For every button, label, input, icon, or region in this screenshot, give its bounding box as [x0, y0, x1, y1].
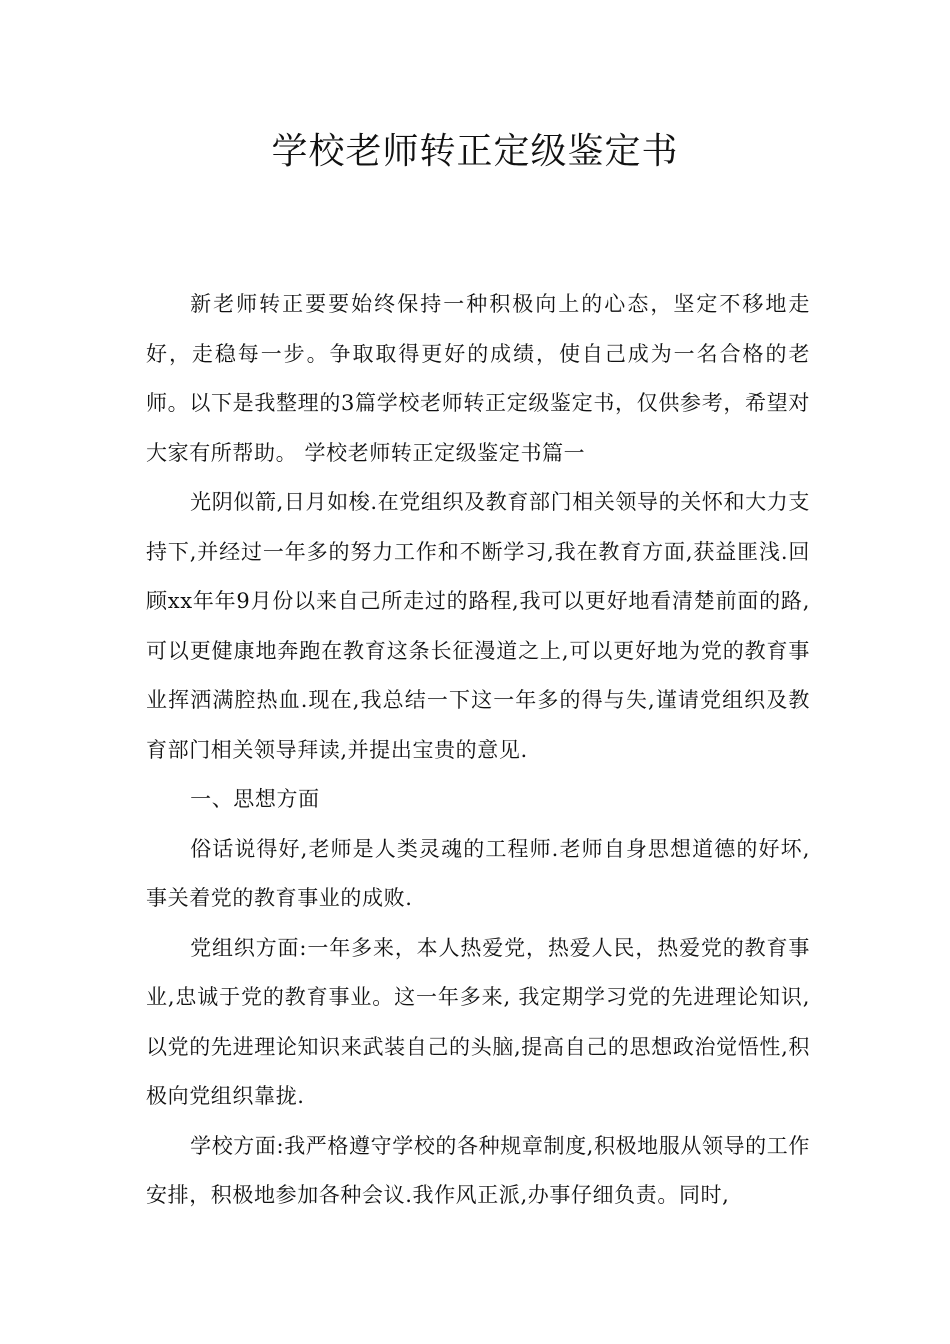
paragraph-party-organization: 党组织方面:一年多来，本人热爱党，热爱人民，热爱党的教育事业,忠诚于党的教育事业。这一年多来, 我定期学习党的先进理论知识,以党的先进理论知识来武装自己的头脑,提高自己的思想政治觉悟性,积极向党组织靠拢.	[146, 935, 810, 1108]
paragraph-opening: 光阴似箭,日月如梭.在党组织及教育部门相关领导的关怀和大力支持下,并经过一年多的努力工作和不断学习,我在教育方面,获益匪浅.回顾xx年年9月份以来自己所走过的路程,我可以更好地看清楚前面的路,可以更健康地奔跑在教育这条长征漫道之上,可以更好地为党的教育事业挥洒满腔热血.现在,我总结一下这一年多的得与失,谨请党组织及教育部门相关领导拜读,并提出宝贵的意见.	[146, 490, 810, 762]
section-heading-thought: 一、思想方面	[190, 787, 320, 811]
document-title: 学校老师转正定级鉴定书	[271, 131, 679, 172]
paragraph-intro: 新老师转正要要始终保持一种积极向上的心态，坚定不移地走好，走稳每一步。争取取得更好的成绩，使自己成为一名合格的老师。以下是我整理的3篇学校老师转正定级鉴定书，仅供参考，希望对大家有所帮助。 学校老师转正定级鉴定书篇一	[146, 292, 810, 465]
paragraph-teacher-role: 俗话说得好,老师是人类灵魂的工程师.老师自身思想道德的好坏,事关着党的教育事业的成败.	[146, 836, 810, 910]
paragraph-school-aspect: 学校方面:我严格遵守学校的各种规章制度,积极地服从领导的工作安排，积极地参加各种会议.我作风正派,办事仔细负责。同时,	[146, 1133, 810, 1207]
document-body	[146, 280, 810, 1221]
